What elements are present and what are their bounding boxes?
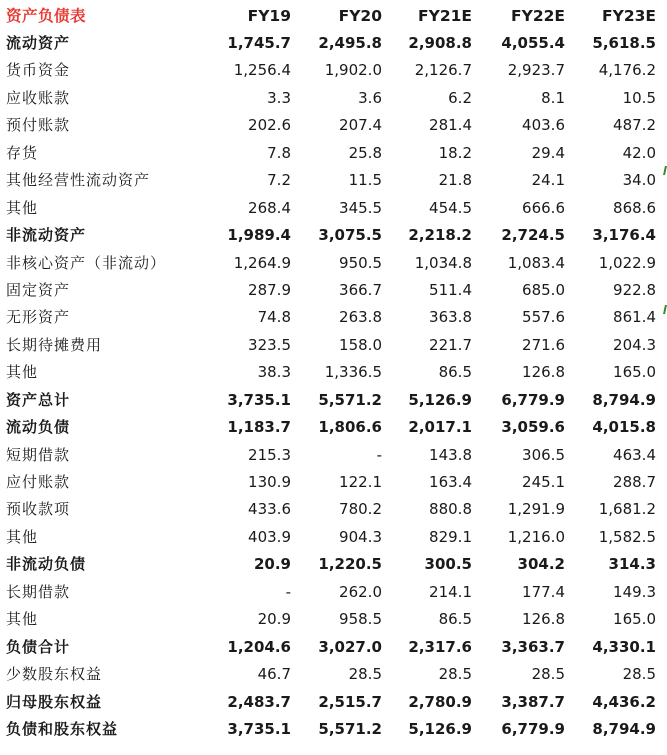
table-row [0, 277, 667, 304]
row-label: 短期借款 [6, 445, 71, 464]
table-cell: 1,083.4 [507, 253, 565, 272]
table-cell: 149.3 [613, 582, 656, 601]
table-cell: 8.1 [541, 88, 565, 107]
table-cell: 8,794.9 [592, 719, 656, 738]
table-cell: 511.4 [429, 280, 472, 299]
table-cell: 38.3 [257, 363, 291, 382]
table-cell: 366.7 [339, 280, 382, 299]
table-cell: 1,264.9 [233, 253, 291, 272]
table-cell: 86.5 [438, 363, 472, 382]
table-cell: 163.4 [429, 473, 472, 491]
table-cell: 8,794.9 [592, 390, 656, 409]
row-label: 资产总计 [6, 390, 71, 409]
table-cell: 3,735.1 [227, 719, 291, 738]
table-cell: 5,618.5 [592, 34, 656, 52]
table-cell: 3,059.6 [501, 418, 565, 437]
table-cell: 143.8 [429, 445, 472, 464]
table-cell: 950.5 [339, 253, 382, 272]
table-cell: 2,908.8 [408, 34, 472, 52]
table-cell: 202.6 [248, 116, 291, 135]
table-cell: 345.5 [339, 198, 382, 217]
table-cell: 6.2 [448, 88, 472, 107]
table-cell: 177.4 [522, 582, 565, 601]
table-row [0, 387, 667, 414]
table-cell: 207.4 [339, 116, 382, 135]
row-label: 长期借款 [6, 582, 71, 601]
row-label: 非核心资产（非流动） [6, 253, 167, 272]
table-cell: 1,681.2 [598, 500, 656, 519]
table-cell: 4,330.1 [592, 637, 656, 656]
table-cell: 2,126.7 [414, 61, 472, 80]
table-body [0, 30, 667, 743]
table-row [0, 359, 667, 386]
table-cell: 2,495.8 [318, 34, 382, 52]
table-cell: 2,017.1 [408, 418, 472, 437]
table-cell: 46.7 [257, 665, 291, 684]
table-cell: 42.0 [622, 143, 656, 162]
table-cell: 306.5 [522, 445, 565, 464]
table-cell: 28.5 [622, 665, 656, 684]
table-row [0, 442, 667, 469]
table-cell: 2,780.9 [408, 692, 472, 711]
row-label: 其他 [6, 610, 39, 629]
table-cell: 433.6 [248, 500, 291, 519]
table-cell: 1,022.9 [598, 253, 656, 272]
table-cell: 20.9 [257, 610, 291, 629]
row-label: 负债和股东权益 [6, 719, 119, 738]
row-label: 预付账款 [6, 116, 71, 135]
table-cell: 958.5 [339, 610, 382, 629]
table-cell: 165.0 [613, 610, 656, 629]
table-cell: 288.7 [613, 473, 656, 491]
table-cell: 263.8 [339, 308, 382, 327]
table-row [0, 469, 667, 496]
table-cell: 29.4 [531, 143, 565, 162]
table-cell: 7.8 [267, 143, 291, 162]
table-cell: 7.2 [267, 171, 291, 190]
table-cell: 18.2 [438, 143, 472, 162]
table-cell: 868.6 [613, 198, 656, 217]
table-cell: 1,806.6 [318, 418, 382, 437]
table-cell: 1,256.4 [233, 61, 291, 80]
table-cell: 28.5 [531, 665, 565, 684]
table-row [0, 250, 667, 277]
table-cell: 28.5 [348, 665, 382, 684]
table-cell: 685.0 [522, 280, 565, 299]
table-cell: 300.5 [424, 555, 472, 574]
column-header-fy23e: FY23E [602, 7, 656, 25]
table-cell: 323.5 [248, 335, 291, 354]
table-cell: 5,126.9 [408, 390, 472, 409]
row-label: 少数股东权益 [6, 665, 103, 684]
table-cell: 2,483.7 [227, 692, 291, 711]
table-cell: 204.3 [613, 335, 656, 354]
table-row [0, 661, 667, 688]
table-cell: 281.4 [429, 116, 472, 135]
table-cell: 126.8 [522, 363, 565, 382]
table-cell: 4,436.2 [592, 692, 656, 711]
column-header-fy22e: FY22E [511, 7, 565, 25]
table-cell: 165.0 [613, 363, 656, 382]
table-cell: 487.2 [613, 116, 656, 135]
row-label: 归母股东权益 [6, 692, 103, 711]
table-cell: 5,571.2 [318, 719, 382, 738]
table-row [0, 30, 667, 57]
table-cell: 5,126.9 [408, 719, 472, 738]
table-cell: 20.9 [253, 555, 291, 574]
table-cell: 861.4 [613, 308, 656, 327]
row-label: 存货 [6, 143, 39, 162]
table-cell: 314.3 [608, 555, 656, 574]
row-label: 非流动负债 [6, 555, 87, 574]
row-label: 货币资金 [6, 61, 71, 80]
table-cell: 1,336.5 [324, 363, 382, 382]
table-row [0, 689, 667, 716]
table-header-row [0, 0, 667, 30]
table-row [0, 222, 667, 249]
table-cell: 3,387.7 [501, 692, 565, 711]
table-cell: 86.5 [438, 610, 472, 629]
table-cell: 666.6 [522, 198, 565, 217]
table-cell: 363.8 [429, 308, 472, 327]
table-cell: 403.6 [522, 116, 565, 135]
table-cell: 2,317.6 [408, 637, 472, 656]
table-row [0, 414, 667, 441]
row-label: 长期待摊费用 [6, 335, 103, 354]
table-cell: 1,204.6 [227, 637, 291, 656]
row-label: 其他经营性流动资产 [6, 171, 151, 190]
column-header-fy19: FY19 [247, 7, 291, 25]
table-cell: 268.4 [248, 198, 291, 217]
table-cell: 4,055.4 [501, 34, 565, 52]
table-cell: 1,291.9 [507, 500, 565, 519]
table-title: 资产负债表 [6, 7, 87, 25]
table-cell: 271.6 [522, 335, 565, 354]
table-row [0, 167, 667, 194]
table-cell: 221.7 [429, 335, 472, 354]
table-row [0, 606, 667, 633]
table-cell: 214.1 [429, 582, 472, 601]
row-label: 负债合计 [6, 637, 71, 656]
table-cell: 3,176.4 [592, 226, 656, 245]
table-cell: 1,220.5 [318, 555, 382, 574]
table-row [0, 195, 667, 222]
table-row [0, 85, 667, 112]
row-label: 预收款项 [6, 500, 71, 519]
table-cell: - [285, 582, 291, 601]
table-cell: 1,989.4 [227, 226, 291, 245]
table-cell: 454.5 [429, 198, 472, 217]
table-cell: 126.8 [522, 610, 565, 629]
table-cell: 304.2 [517, 555, 565, 574]
table-cell: 1,216.0 [507, 527, 565, 546]
row-label: 流动负债 [6, 418, 71, 437]
table-cell: 25.8 [348, 143, 382, 162]
table-cell: 2,923.7 [507, 61, 565, 80]
table-cell: 4,176.2 [598, 61, 656, 80]
table-cell: 3.3 [267, 88, 291, 107]
row-label: 应收账款 [6, 88, 71, 107]
table-cell: 922.8 [613, 280, 656, 299]
row-label: 固定资产 [6, 280, 71, 299]
table-cell: 130.9 [248, 473, 291, 491]
table-row [0, 634, 667, 661]
table-cell: 1,183.7 [227, 418, 291, 437]
table-cell: 880.8 [429, 500, 472, 519]
table-cell: 287.9 [248, 280, 291, 299]
table-cell: 24.1 [531, 171, 565, 190]
table-cell: 5,571.2 [318, 390, 382, 409]
row-label: 无形资产 [6, 308, 71, 327]
table-cell: 3,735.1 [227, 390, 291, 409]
table-row [0, 140, 667, 167]
table-row [0, 57, 667, 84]
table-cell: 463.4 [613, 445, 656, 464]
table-cell: 780.2 [339, 500, 382, 519]
table-cell: 262.0 [339, 582, 382, 601]
table-row [0, 112, 667, 139]
row-label: 流动资产 [6, 34, 71, 52]
table-cell: 1,034.8 [414, 253, 472, 272]
table-cell: 6,779.9 [501, 390, 565, 409]
table-cell: 11.5 [348, 171, 382, 190]
column-header-fy21e: FY21E [418, 7, 472, 25]
table-row [0, 716, 667, 743]
row-label: 非流动资产 [6, 226, 87, 245]
table-cell: 3,075.5 [318, 226, 382, 245]
table-cell: 557.6 [522, 308, 565, 327]
table-row [0, 496, 667, 523]
table-cell: 74.8 [257, 308, 291, 327]
table-cell: 1,582.5 [598, 527, 656, 546]
table-cell: 2,515.7 [318, 692, 382, 711]
table-cell: 158.0 [339, 335, 382, 354]
table-cell: 2,218.2 [408, 226, 472, 245]
row-label: 应付账款 [6, 473, 71, 491]
table-row [0, 304, 667, 331]
table-row [0, 579, 667, 606]
table-cell: - [376, 445, 382, 464]
table-cell: 6,779.9 [501, 719, 565, 738]
table-cell: 28.5 [438, 665, 472, 684]
row-label: 其他 [6, 363, 39, 382]
table-cell: 122.1 [339, 473, 382, 491]
table-cell: 1,902.0 [324, 61, 382, 80]
table-cell: 4,015.8 [592, 418, 656, 437]
table-cell: 829.1 [429, 527, 472, 546]
table-cell: 34.0 [622, 171, 656, 190]
column-header-fy20: FY20 [338, 7, 382, 25]
table-cell: 215.3 [248, 445, 291, 464]
table-cell: 3.6 [358, 88, 382, 107]
row-label: 其他 [6, 527, 39, 546]
table-cell: 10.5 [622, 88, 656, 107]
table-cell: 3,363.7 [501, 637, 565, 656]
table-row [0, 524, 667, 551]
table-cell: 245.1 [522, 473, 565, 491]
row-label: 其他 [6, 198, 39, 217]
table-cell: 403.9 [248, 527, 291, 546]
table-row [0, 332, 667, 359]
table-cell: 3,027.0 [318, 637, 382, 656]
table-cell: 904.3 [339, 527, 382, 546]
table-row [0, 551, 667, 578]
table-cell: 21.8 [438, 171, 472, 190]
table-cell: 2,724.5 [501, 226, 565, 245]
table-cell: 1,745.7 [227, 34, 291, 52]
